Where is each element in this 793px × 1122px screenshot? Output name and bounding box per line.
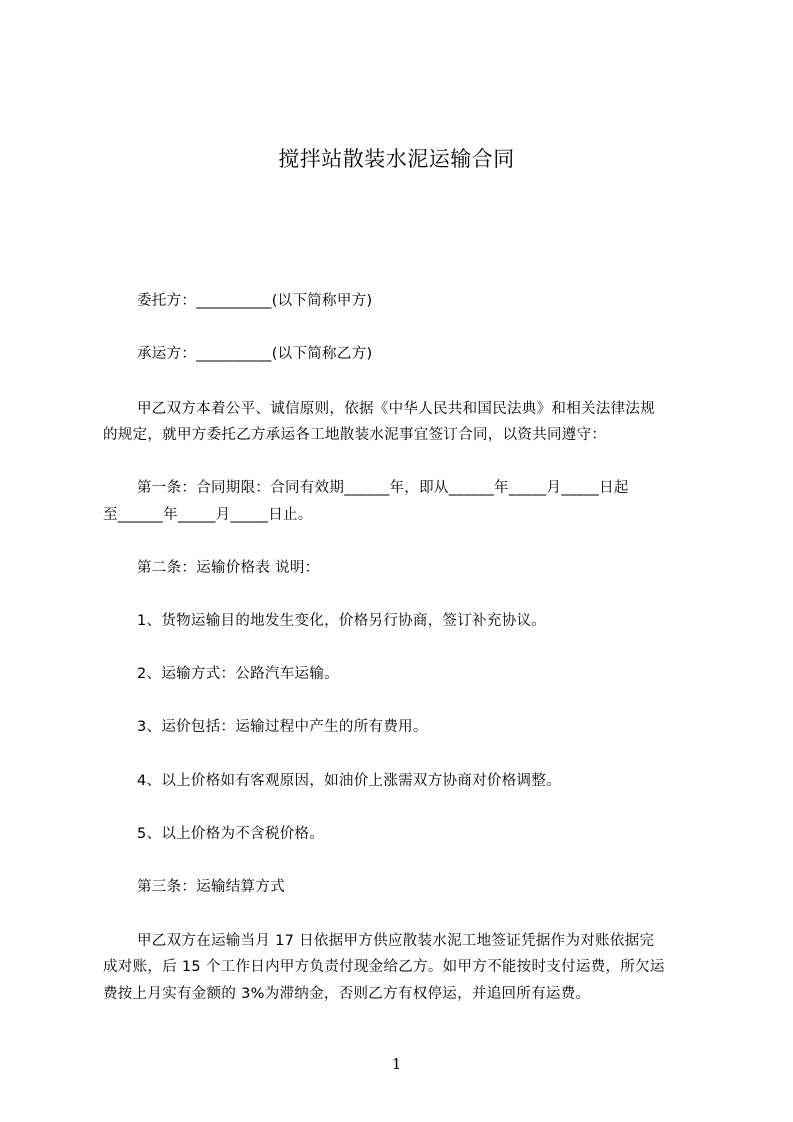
article-3-heading: 第三条：运输结算方式 xyxy=(137,879,285,895)
note-item-4: 4、以上价格如有客观原因，如油价上涨需双方协商对价格调整。 xyxy=(137,773,561,789)
article-2-heading: 第二条：运输价格表 说明： xyxy=(137,560,320,576)
article-1-line-1: 第一条：合同期限：合同有效期______年，即从______年_____月_____日起 xyxy=(137,480,629,496)
preamble-line-1: 甲乙双方本着公平、诚信原则，依据《中华人民共和国民法典》和相关法律法规 xyxy=(137,401,655,417)
document-title: 搅拌站散装水泥运输合同 xyxy=(278,147,515,171)
article-1-line-2: 至______年_____月_____日止。 xyxy=(103,507,313,523)
article-3-line-3: 费按上月实有金额的 3%为滞纳金，否则乙方有权停运，并追回所有运费。 xyxy=(103,986,591,1002)
note-item-1: 1、货物运输目的地发生变化，价格另行协商，签订补充协议。 xyxy=(137,613,547,629)
article-3-line-2: 成对账，后 15 个工作日内甲方负责付现金给乙方。如甲方不能按时支付运费，所欠运 xyxy=(103,959,665,975)
page-number: 1 xyxy=(391,1055,402,1073)
preamble-line-2: 的规定，就甲方委托乙方承运各工地散装水泥事宜签订合同，以资共同遵守： xyxy=(103,427,607,443)
article-3-line-1: 甲乙双方在运输当月 17 日依据甲方供应散装水泥工地签证凭据作为对账依据完 xyxy=(137,933,655,949)
party-b-line: 承运方：__________(以下简称乙方) xyxy=(137,346,373,362)
note-item-5: 5、以上价格为不含税价格。 xyxy=(137,826,325,842)
note-item-3: 3、运价包括：运输过程中产生的所有费用。 xyxy=(137,719,428,735)
party-a-line: 委托方：__________(以下简称甲方) xyxy=(137,293,373,309)
note-item-2: 2、运输方式：公路汽车运输。 xyxy=(137,666,339,682)
